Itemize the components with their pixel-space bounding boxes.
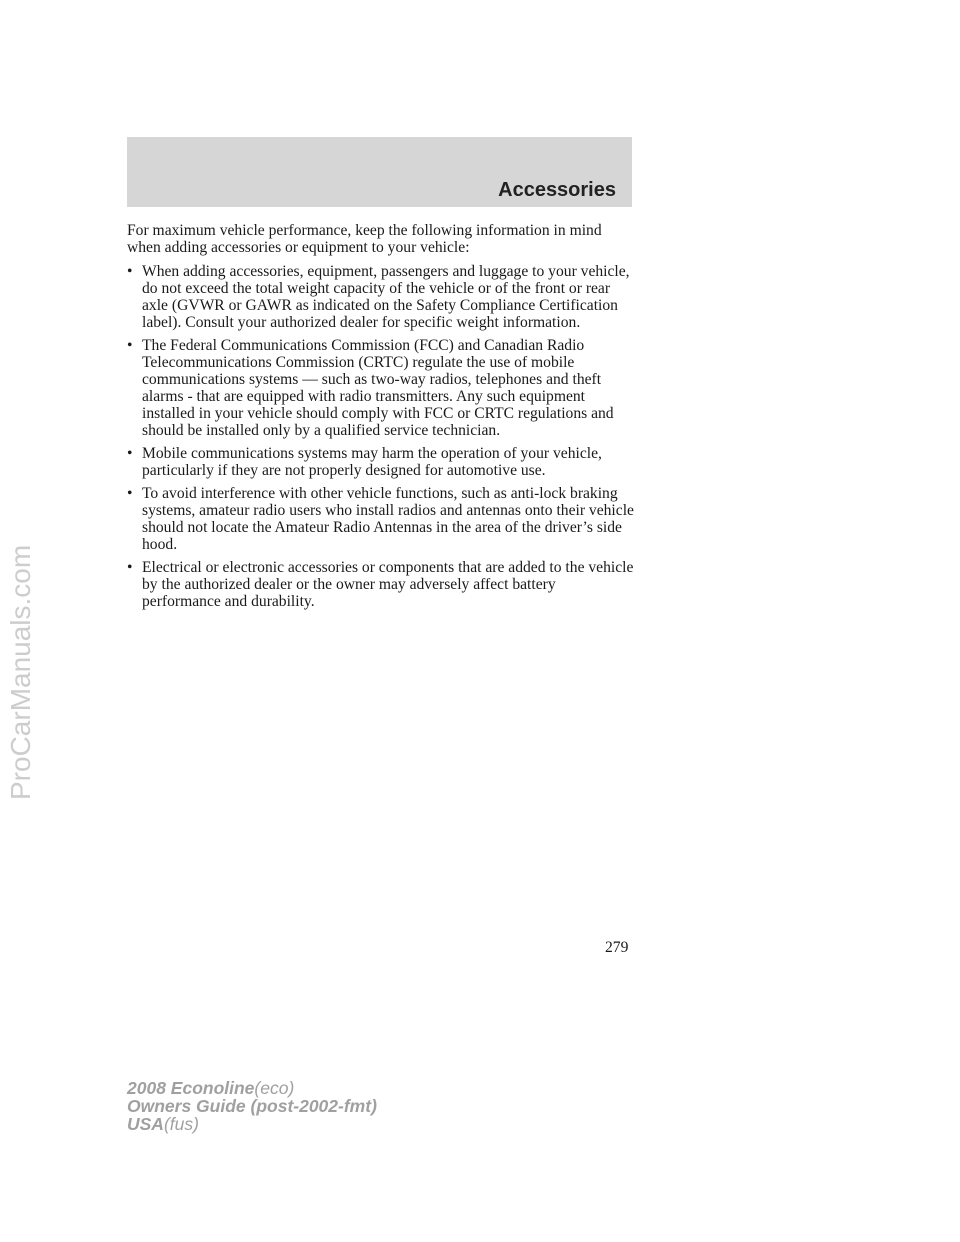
section-header bbox=[127, 137, 632, 207]
bullet-text: The Federal Communications Commission (FCC) and Canadian Radio Telecommunications Commission (CRTC) regulate the use of mobile communications systems — such as two-way radios, telephones and theft alarms - that are equipped with radio transmitters. Any such equipment installed in your vehicle should comply with FCC or CRTC regulations and should be installed only by a qualified service technician. bbox=[142, 337, 614, 439]
bullet-icon: • bbox=[127, 485, 133, 502]
bullet-text: Mobile communications systems may harm the operation of your vehicle, particularly if they are not properly designed for automotive use. bbox=[142, 445, 602, 479]
bullet-text: To avoid interference with other vehicle functions, such as anti-lock braking systems, amateur radio users who install radios and antennas onto their vehicle should not locate the Amateur Radio Antennas in the area of the driver’s side hood. bbox=[142, 485, 634, 553]
list-item bbox=[127, 337, 637, 439]
footer-line-3 bbox=[127, 1115, 377, 1133]
footer-market-code: (fus) bbox=[163, 1114, 199, 1134]
page-number: 279 bbox=[605, 939, 629, 956]
list-item bbox=[127, 263, 637, 331]
bullet-list bbox=[127, 263, 637, 610]
watermark bbox=[5, 544, 55, 801]
section-title: Accessories bbox=[498, 179, 616, 201]
list-item bbox=[127, 485, 637, 553]
bullet-icon: • bbox=[127, 559, 133, 576]
watermark-text: ProCarManuals.com bbox=[5, 544, 36, 800]
bullet-text: When adding accessories, equipment, passengers and luggage to your vehicle, do not exceed the total weight capacity of the vehicle or of the front or rear axle (GVWR or GAWR as indicated on the Safety Compliance Certification label). Consult your authorized dealer for specific weight information. bbox=[142, 263, 630, 331]
intro-paragraph: For maximum vehicle performance, keep the following information in mind when adding accessories or equipment to your vehicle: bbox=[127, 222, 602, 256]
main-content bbox=[127, 222, 637, 616]
bullet-icon: • bbox=[127, 337, 133, 354]
footer bbox=[127, 1079, 377, 1133]
footer-model-code: (eco) bbox=[254, 1078, 295, 1098]
footer-market: USA bbox=[127, 1114, 164, 1134]
list-item bbox=[127, 559, 637, 610]
footer-model: 2008 Econoline bbox=[127, 1078, 255, 1098]
bullet-text: Electrical or electronic accessories or components that are added to the vehicle by the authorized dealer or the owner may adversely affect battery performance and durability. bbox=[142, 559, 634, 610]
footer-line-2 bbox=[127, 1097, 377, 1115]
list-item bbox=[127, 445, 637, 479]
footer-line-1 bbox=[127, 1079, 377, 1097]
bullet-icon: • bbox=[127, 445, 133, 462]
bullet-icon: • bbox=[127, 263, 133, 280]
footer-guide: Owners Guide (post-2002-fmt) bbox=[127, 1096, 377, 1116]
